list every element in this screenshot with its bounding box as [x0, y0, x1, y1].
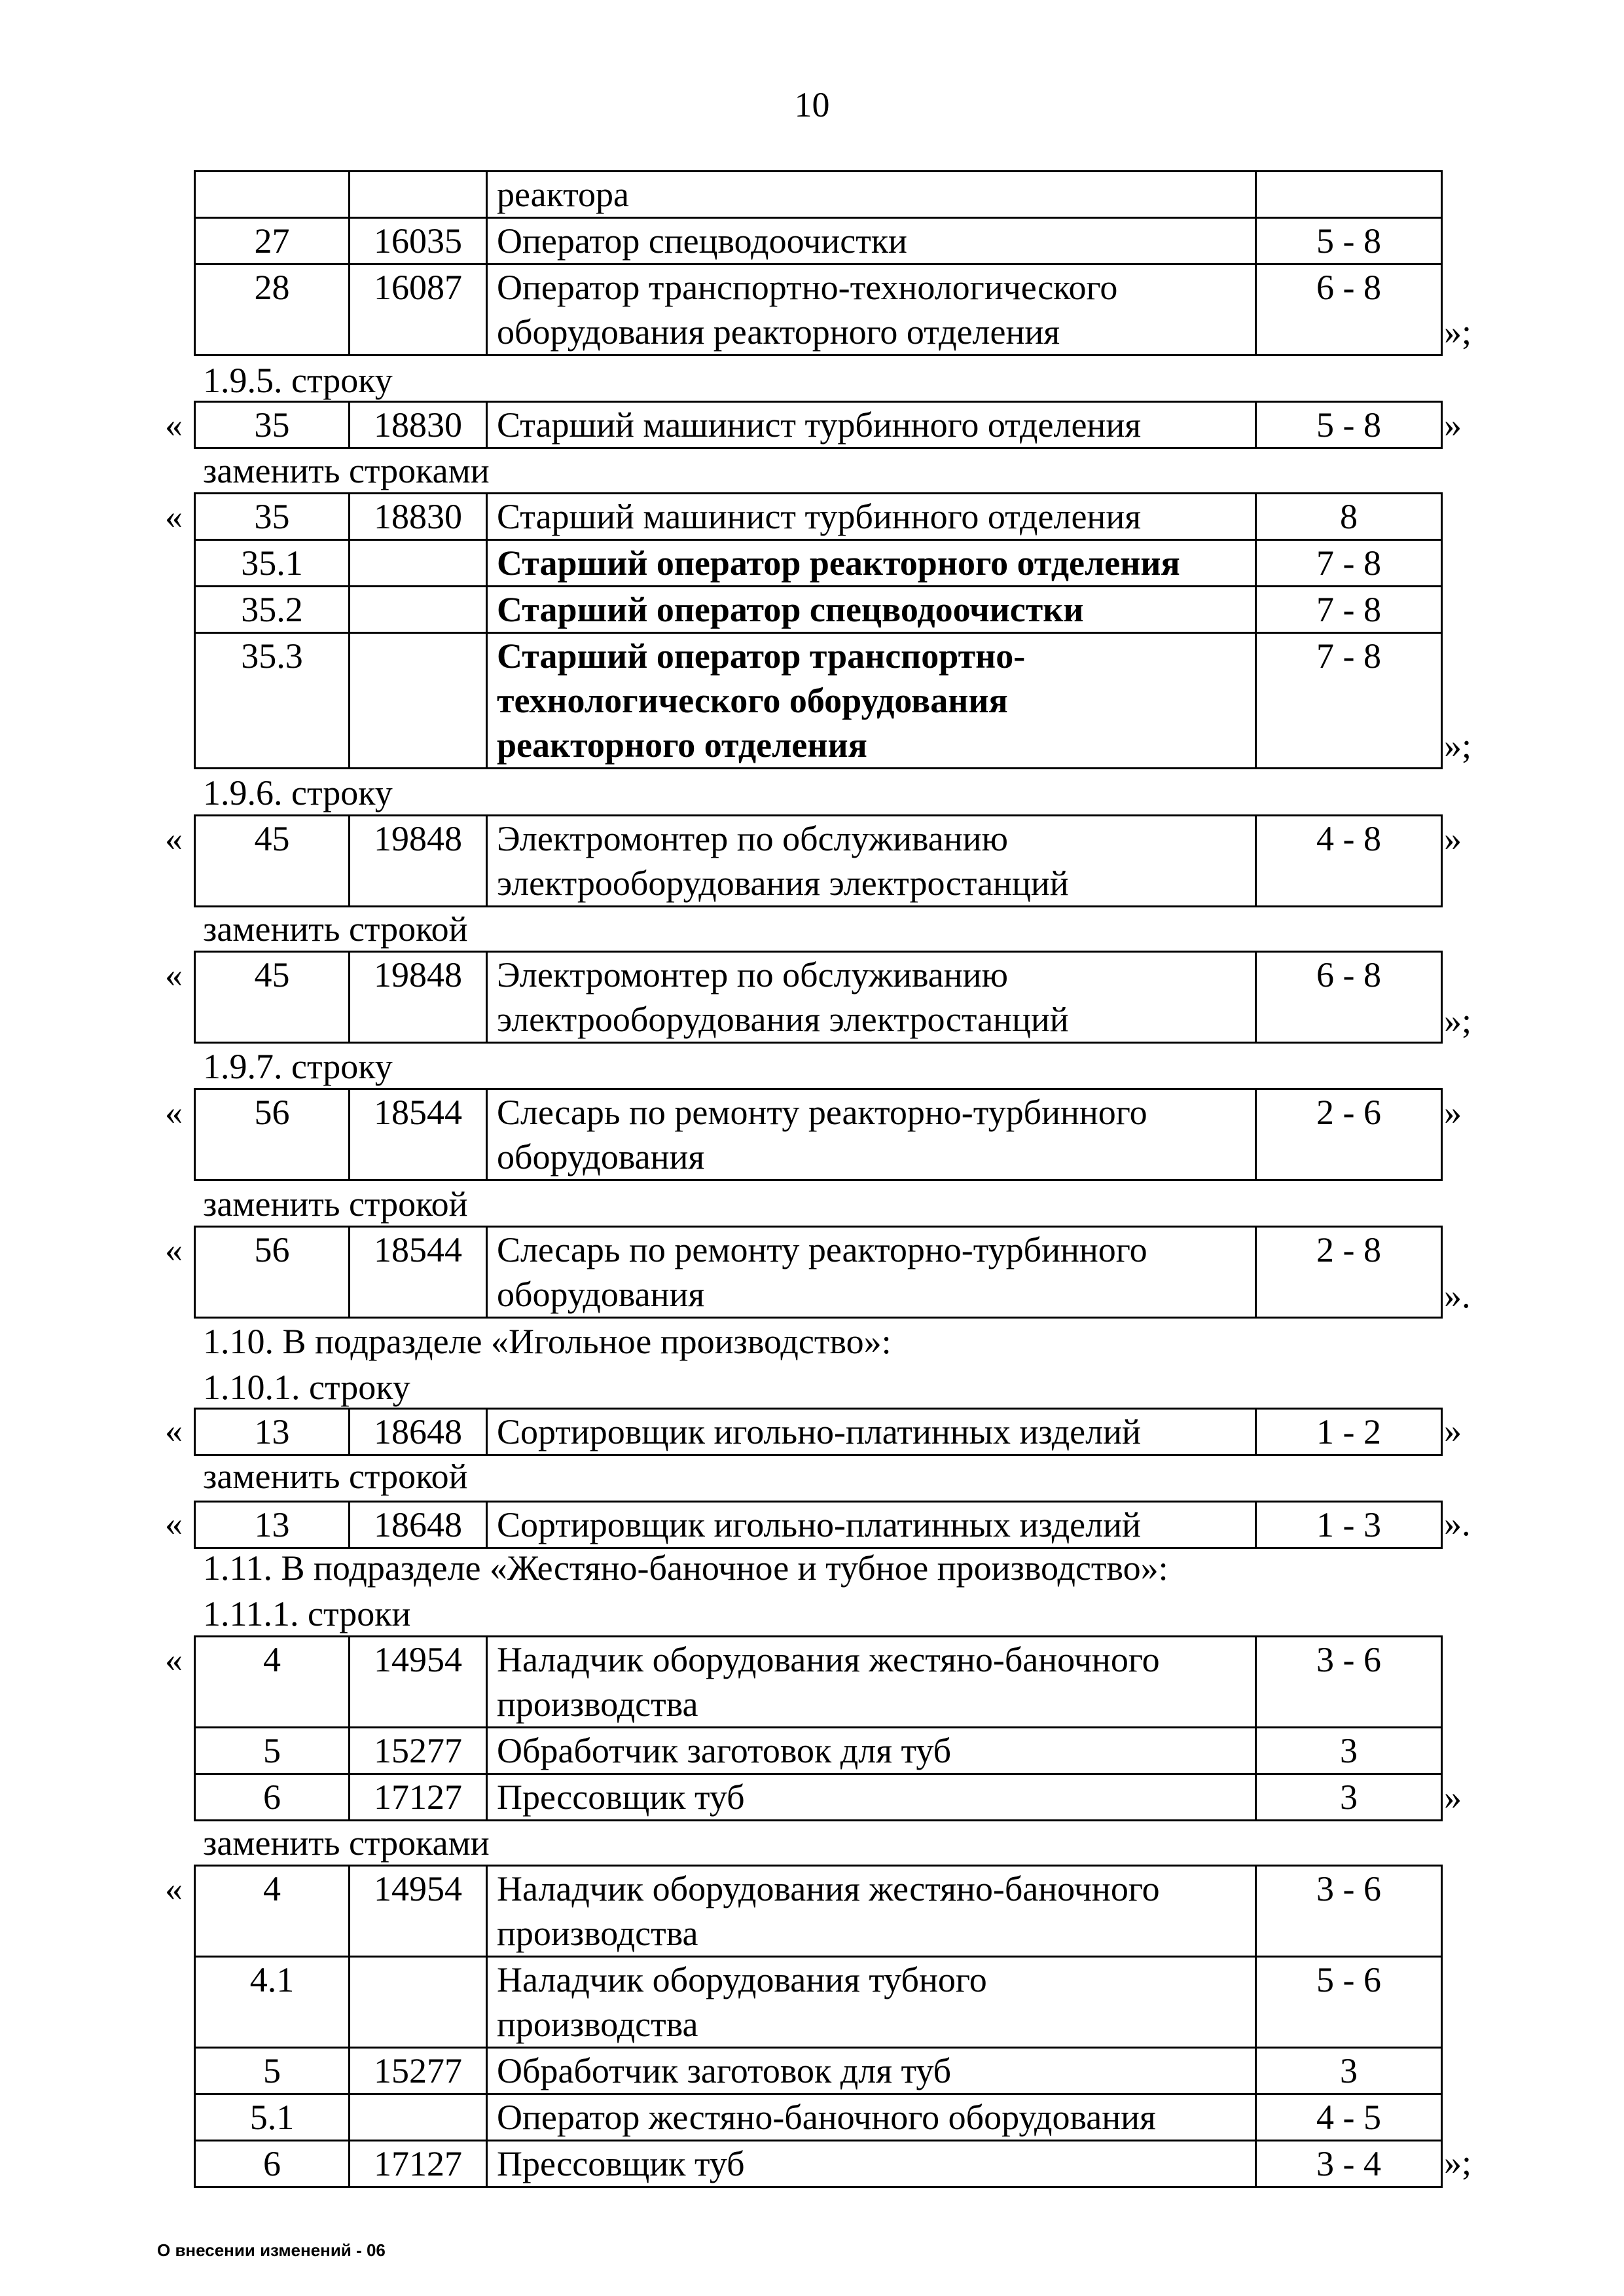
amendment-table — [194, 1635, 1443, 1821]
grade-range: 4 - 8 — [1256, 816, 1442, 907]
profession-code — [350, 172, 487, 218]
profession-name-line: Обработчик заготовок для туб — [497, 1731, 952, 1770]
profession-code: 18830 — [350, 402, 487, 448]
profession-name-line: Старший оператор транспортно- — [497, 636, 1026, 676]
row-number: 6 — [195, 2141, 350, 2187]
grade-range: 3 — [1256, 1774, 1442, 1821]
quote-open: « — [165, 1504, 183, 1543]
table-row — [195, 1957, 1442, 2048]
profession-code: 16087 — [350, 264, 487, 355]
table-row — [195, 1502, 1442, 1548]
quote-close: » — [1444, 405, 1462, 445]
row-number: 4 — [195, 1866, 350, 1957]
instruction-line: заменить строкой — [203, 909, 468, 949]
grade-range: 6 - 8 — [1256, 952, 1442, 1043]
profession-name — [487, 1227, 1256, 1318]
profession-code: 19848 — [350, 952, 487, 1043]
profession-name-line: оборудования реакторного отделения — [497, 312, 1060, 352]
grade-range: 7 - 8 — [1256, 540, 1442, 587]
profession-name-line: технологического оборудования — [497, 681, 1008, 720]
profession-name — [487, 1089, 1256, 1180]
row-number: 35.3 — [195, 633, 350, 769]
row-number: 27 — [195, 218, 350, 264]
instruction-line: заменить строками — [203, 1823, 490, 1863]
row-number: 56 — [195, 1227, 350, 1318]
quote-open: « — [165, 955, 183, 994]
profession-name-line: Электромонтер по обслуживанию — [497, 819, 1008, 858]
grade-range: 3 - 4 — [1256, 2141, 1442, 2187]
profession-name — [487, 2141, 1256, 2187]
amendment-table — [194, 170, 1443, 356]
profession-name-line: Наладчик оборудования жестяно-баночного — [497, 1869, 1160, 1908]
profession-code: 18830 — [350, 494, 487, 540]
profession-name-line: Прессовщик туб — [497, 1777, 745, 1817]
table-row — [195, 540, 1442, 587]
profession-code — [350, 540, 487, 587]
profession-code: 15277 — [350, 2048, 487, 2094]
row-number: 35 — [195, 494, 350, 540]
profession-code: 18544 — [350, 1089, 487, 1180]
profession-name-line: Старший оператор реакторного отделения — [497, 543, 1180, 583]
profession-name — [487, 1637, 1256, 1728]
profession-name — [487, 1409, 1256, 1455]
profession-name-line: Электромонтер по обслуживанию — [497, 955, 1008, 994]
profession-name-line: Слесарь по ремонту реакторно-турбинного — [497, 1093, 1147, 1132]
instruction-line: заменить строкой — [203, 1184, 468, 1224]
row-number — [195, 172, 350, 218]
profession-name-line: производства — [497, 2005, 698, 2044]
grade-range — [1256, 172, 1442, 218]
instruction-line: заменить строками — [203, 451, 490, 490]
profession-code: 18544 — [350, 1227, 487, 1318]
quote-open: « — [165, 405, 183, 445]
amendment-table — [194, 1088, 1443, 1181]
profession-name — [487, 402, 1256, 448]
quote-open: « — [165, 1869, 183, 1908]
profession-name-line: реактора — [497, 175, 629, 214]
row-number: 5 — [195, 2048, 350, 2094]
grade-range: 1 - 2 — [1256, 1409, 1442, 1455]
profession-name-line: реакторного отделения — [497, 725, 867, 765]
row-number: 13 — [195, 1409, 350, 1455]
quote-open: « — [165, 1640, 183, 1679]
profession-name-line: Слесарь по ремонту реакторно-турбинного — [497, 1230, 1147, 1269]
quote-open: « — [165, 1093, 183, 1132]
profession-name — [487, 1957, 1256, 2048]
table-row — [195, 2094, 1442, 2141]
grade-range: 2 - 8 — [1256, 1227, 1442, 1318]
profession-code — [350, 633, 487, 769]
profession-name-line: Сортировщик игольно-платинных изделий — [497, 1412, 1141, 1451]
row-number: 4.1 — [195, 1957, 350, 2048]
profession-name-line: оборудования — [497, 1137, 705, 1176]
instruction-line: 1.11.1. строки — [203, 1594, 411, 1633]
profession-name — [487, 2048, 1256, 2094]
profession-name-line: Наладчик оборудования тубного — [497, 1960, 987, 1999]
row-number: 28 — [195, 264, 350, 355]
row-number: 56 — [195, 1089, 350, 1180]
profession-name — [487, 1728, 1256, 1774]
quote-open: « — [165, 1411, 183, 1450]
table-row — [195, 1409, 1442, 1455]
table-row — [195, 1637, 1442, 1728]
quote-open: « — [165, 497, 183, 536]
profession-name — [487, 494, 1256, 540]
page-number: 10 — [794, 85, 830, 124]
profession-name — [487, 2094, 1256, 2141]
grade-range: 3 — [1256, 2048, 1442, 2094]
table-row — [195, 816, 1442, 907]
profession-name-line: Оператор жестяно-баночного оборудования — [497, 2098, 1156, 2137]
profession-name — [487, 633, 1256, 769]
profession-name-line: производства — [497, 1914, 698, 1953]
table-row — [195, 633, 1442, 769]
table-row — [195, 2141, 1442, 2187]
instruction-line: 1.9.5. строку — [203, 361, 393, 400]
quote-close: » — [1444, 1411, 1462, 1450]
profession-name — [487, 540, 1256, 587]
profession-name — [487, 1502, 1256, 1548]
row-number: 35.1 — [195, 540, 350, 587]
row-number: 5.1 — [195, 2094, 350, 2141]
profession-name-line: Оператор транспортно-технологического — [497, 268, 1118, 307]
row-number: 6 — [195, 1774, 350, 1821]
amendment-table — [194, 492, 1443, 769]
table-row — [195, 587, 1442, 633]
profession-name — [487, 172, 1256, 218]
table-row — [195, 264, 1442, 355]
amendment-table — [194, 1865, 1443, 2188]
row-number: 5 — [195, 1728, 350, 1774]
quote-close: »; — [1444, 2143, 1472, 2182]
amendment-table — [194, 1226, 1443, 1319]
grade-range: 7 - 8 — [1256, 587, 1442, 633]
table-row — [195, 1089, 1442, 1180]
profession-code: 17127 — [350, 2141, 487, 2187]
grade-range: 2 - 6 — [1256, 1089, 1442, 1180]
amendment-table — [194, 1501, 1443, 1549]
profession-name-line: Старший оператор спецводоочистки — [497, 590, 1084, 629]
quote-close: » — [1444, 1777, 1462, 1817]
table-row — [195, 218, 1442, 264]
instruction-line: 1.9.6. строку — [203, 773, 393, 812]
profession-code: 19848 — [350, 816, 487, 907]
quote-close: ». — [1444, 1276, 1471, 1315]
instruction-line: 1.10.1. строку — [203, 1368, 410, 1407]
instruction-line: 1.10. В подразделе «Игольное производство»: — [203, 1322, 892, 1361]
profession-name — [487, 952, 1256, 1043]
profession-name — [487, 218, 1256, 264]
quote-close: » — [1444, 1093, 1462, 1132]
profession-code: 16035 — [350, 218, 487, 264]
table-row — [195, 2048, 1442, 2094]
quote-close: »; — [1444, 312, 1472, 352]
profession-name-line: электрооборудования электростанций — [497, 864, 1069, 903]
grade-range: 1 - 3 — [1256, 1502, 1442, 1548]
amendment-table — [194, 1408, 1443, 1456]
instruction-line: заменить строкой — [203, 1457, 468, 1496]
table-row — [195, 1774, 1442, 1821]
table-row — [195, 952, 1442, 1043]
row-number: 45 — [195, 816, 350, 907]
grade-range: 4 - 5 — [1256, 2094, 1442, 2141]
profession-code: 14954 — [350, 1866, 487, 1957]
profession-name-line: Наладчик оборудования жестяно-баночного — [497, 1640, 1160, 1679]
footer-label: О внесении изменений - 06 — [157, 2240, 386, 2260]
profession-code: 17127 — [350, 1774, 487, 1821]
profession-name-line: Обработчик заготовок для туб — [497, 2051, 952, 2090]
row-number: 13 — [195, 1502, 350, 1548]
profession-name — [487, 816, 1256, 907]
profession-code: 18648 — [350, 1502, 487, 1548]
row-number: 45 — [195, 952, 350, 1043]
profession-code: 14954 — [350, 1637, 487, 1728]
quote-close: ». — [1444, 1504, 1471, 1543]
table-row — [195, 494, 1442, 540]
profession-code — [350, 1957, 487, 2048]
profession-name-line: Прессовщик туб — [497, 2144, 745, 2183]
profession-name-line: Сортировщик игольно-платинных изделий — [497, 1505, 1141, 1544]
profession-name-line: Старший машинист турбинного отделения — [497, 497, 1142, 536]
profession-code: 15277 — [350, 1728, 487, 1774]
profession-name — [487, 587, 1256, 633]
quote-close: »; — [1444, 1001, 1472, 1040]
profession-code — [350, 587, 487, 633]
profession-code — [350, 2094, 487, 2141]
row-number: 35.2 — [195, 587, 350, 633]
profession-name-line: оборудования — [497, 1275, 705, 1314]
profession-name — [487, 1774, 1256, 1821]
grade-range: 3 — [1256, 1728, 1442, 1774]
row-number: 4 — [195, 1637, 350, 1728]
grade-range: 6 - 8 — [1256, 264, 1442, 355]
amendment-table — [194, 951, 1443, 1044]
instruction-line: 1.9.7. строку — [203, 1047, 393, 1086]
profession-name — [487, 1866, 1256, 1957]
amendment-table — [194, 814, 1443, 907]
amendment-table — [194, 401, 1443, 449]
profession-name-line: Оператор спецводоочистки — [497, 221, 907, 261]
grade-range: 8 — [1256, 494, 1442, 540]
table-row — [195, 1728, 1442, 1774]
profession-code: 18648 — [350, 1409, 487, 1455]
quote-open: « — [165, 1230, 183, 1269]
table-row — [195, 172, 1442, 218]
grade-range: 3 - 6 — [1256, 1866, 1442, 1957]
grade-range: 3 - 6 — [1256, 1637, 1442, 1728]
table-row — [195, 1227, 1442, 1318]
grade-range: 7 - 8 — [1256, 633, 1442, 769]
table-row — [195, 402, 1442, 448]
profession-name-line: Старший машинист турбинного отделения — [497, 405, 1142, 445]
quote-close: »; — [1444, 726, 1472, 765]
grade-range: 5 - 6 — [1256, 1957, 1442, 2048]
profession-name-line: производства — [497, 1685, 698, 1724]
profession-name-line: электрооборудования электростанций — [497, 1000, 1069, 1039]
grade-range: 5 - 8 — [1256, 218, 1442, 264]
row-number: 35 — [195, 402, 350, 448]
grade-range: 5 - 8 — [1256, 402, 1442, 448]
quote-open: « — [165, 819, 183, 858]
table-row — [195, 1866, 1442, 1957]
quote-close: » — [1444, 819, 1462, 858]
profession-name — [487, 264, 1256, 355]
instruction-line: 1.11. В подразделе «Жестяно-баночное и тубное производство»: — [203, 1548, 1168, 1588]
